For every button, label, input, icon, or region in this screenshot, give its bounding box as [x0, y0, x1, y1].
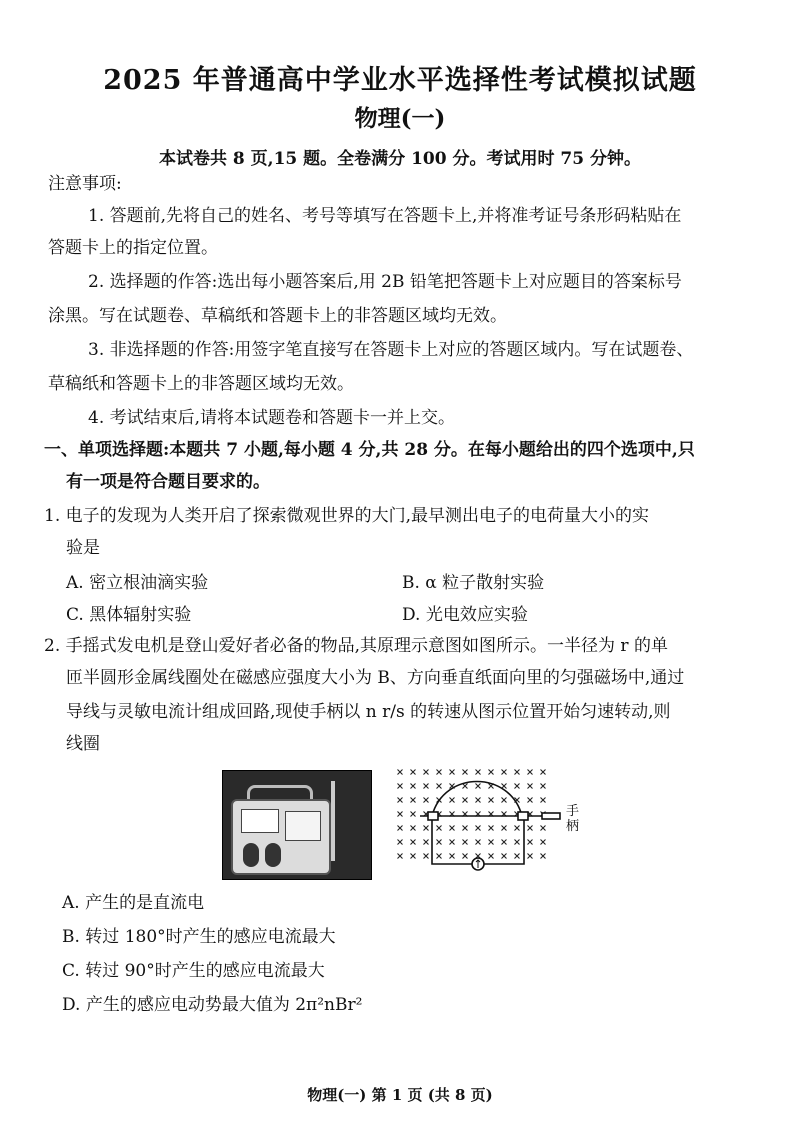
schematic-svg [392, 764, 572, 876]
field-cross [541, 798, 546, 803]
field-cross [541, 826, 546, 831]
field-cross [463, 798, 468, 803]
field-cross [463, 826, 468, 831]
q2-option-d: D. 产生的感应电动势最大值为 2π²nBr² [62, 995, 363, 1015]
q2-stem-cont-1: 匝半圆形金属线圈处在磁感应强度大小为 B、方向垂直纸面向里的匀强磁场中,通过 [66, 668, 685, 688]
field-cross [411, 826, 416, 831]
antenna [331, 781, 335, 861]
field-cross [411, 798, 416, 803]
field-cross [541, 840, 546, 845]
q1-option-a: A. 密立根油滴实验 [66, 573, 209, 593]
exam-title: 2025 年普通高中学业水平选择性考试模拟试题 [103, 65, 697, 96]
field-cross [450, 798, 455, 803]
field-cross [541, 854, 546, 859]
field-cross [450, 770, 455, 775]
crank-handle [542, 813, 560, 819]
field-cross [450, 826, 455, 831]
field-cross [502, 826, 507, 831]
field-cross [398, 770, 403, 775]
meter-display [241, 809, 279, 833]
bearing-left [428, 812, 438, 820]
bearing-right [518, 812, 528, 820]
field-cross [424, 840, 429, 845]
field-cross [528, 840, 533, 845]
field-cross [515, 854, 520, 859]
field-cross [541, 784, 546, 789]
field-cross [476, 784, 481, 789]
q1-option-d: D. 光电效应实验 [402, 605, 528, 625]
field-cross [476, 840, 481, 845]
field-cross [411, 854, 416, 859]
field-cross [489, 770, 494, 775]
field-cross [476, 798, 481, 803]
field-cross [463, 854, 468, 859]
notice-item-3-cont: 草稿纸和答题卡上的非答题区域均无效。 [48, 374, 354, 394]
field-cross [502, 840, 507, 845]
field-cross [437, 770, 442, 775]
field-cross [489, 798, 494, 803]
q2-stem-cont-3: 线圈 [66, 734, 100, 754]
field-cross [398, 784, 403, 789]
field-cross [476, 826, 481, 831]
field-cross [476, 770, 481, 775]
socket-panel [285, 811, 321, 841]
field-cross [528, 784, 533, 789]
exam-subtitle: 物理(一) [354, 105, 446, 132]
section-1-heading-cont: 有一项是符合题目要求的。 [66, 472, 270, 492]
field-cross [424, 784, 429, 789]
q2-option-a: A. 产生的是直流电 [62, 893, 205, 913]
field-cross [437, 854, 442, 859]
notice-item-2-cont: 涂黑。写在试题卷、草稿纸和答题卡上的非答题区域均无效。 [48, 306, 507, 326]
field-cross [398, 840, 403, 845]
q2-stem: 2. 手摇式发电机是登山爱好者必备的物品,其原理示意图如图所示。一半径为 r 的单 [44, 636, 668, 656]
field-cross [411, 784, 416, 789]
generator-schematic [392, 764, 580, 880]
field-cross [463, 770, 468, 775]
handle-label: 手柄 [566, 804, 580, 834]
notice-item-2: 2. 选择题的作答:选出每小题答案后,用 2B 铅笔把答题卡上对应题目的答案标号 [88, 272, 682, 292]
field-cross [450, 854, 455, 859]
field-cross [424, 826, 429, 831]
notice-item-1-cont: 答题卡上的指定位置。 [48, 238, 218, 258]
section-1-heading: 一、单项选择题:本题共 7 小题,每小题 4 分,共 28 分。在每小题给出的四个选项中,只 [44, 440, 695, 460]
field-cross [398, 826, 403, 831]
field-cross [437, 826, 442, 831]
field-cross [398, 812, 403, 817]
field-cross [515, 840, 520, 845]
q1-option-b: B. α 粒子散射实验 [402, 573, 545, 593]
q2-option-b: B. 转过 180°时产生的感应电流最大 [62, 927, 336, 947]
field-cross [489, 854, 494, 859]
notice-item-1: 1. 答题前,先将自己的姓名、考号等填写在答题卡上,并将准考证号条形码粘贴在 [88, 206, 682, 226]
field-cross [528, 770, 533, 775]
field-cross [398, 854, 403, 859]
field-cross [515, 784, 520, 789]
page-footer: 物理(一) 第 1 页 (共 8 页) [307, 1086, 493, 1104]
notice-item-3: 3. 非选择题的作答:用签字笔直接写在答题卡上对应的答题区域内。写在试题卷、 [88, 340, 694, 360]
field-cross [450, 840, 455, 845]
field-cross [424, 854, 429, 859]
q1-option-c: C. 黑体辐射实验 [66, 605, 192, 625]
field-cross [463, 784, 468, 789]
field-cross [502, 798, 507, 803]
knob-left [243, 843, 259, 867]
q1-stem: 1. 电子的发现为人类开启了探索微观世界的大门,最早测出电子的电荷量大小的实 [44, 506, 650, 526]
generator-photo [222, 770, 372, 880]
field-cross [437, 840, 442, 845]
field-cross [541, 770, 546, 775]
field-cross [437, 784, 442, 789]
knob-right [265, 843, 281, 867]
field-cross [411, 840, 416, 845]
field-cross [502, 770, 507, 775]
field-cross [502, 854, 507, 859]
generator-device [231, 799, 331, 875]
field-cross [411, 770, 416, 775]
field-cross [528, 798, 533, 803]
field-cross [463, 840, 468, 845]
field-cross [424, 798, 429, 803]
field-cross [398, 798, 403, 803]
field-cross [489, 826, 494, 831]
notice-item-4: 4. 考试结束后,请将本试题卷和答题卡一并上交。 [88, 408, 456, 428]
notice-heading: 注意事项: [48, 174, 122, 194]
field-cross [528, 826, 533, 831]
field-cross [411, 812, 416, 817]
exam-info: 本试卷共 8 页,15 题。全卷满分 100 分。考试用时 75 分钟。 [159, 149, 641, 169]
field-cross [528, 854, 533, 859]
field-cross [515, 826, 520, 831]
field-cross [424, 770, 429, 775]
field-cross [515, 770, 520, 775]
field-cross [489, 840, 494, 845]
q1-stem-cont: 验是 [66, 538, 100, 558]
q2-option-c: C. 转过 90°时产生的感应电流最大 [62, 961, 325, 981]
q2-stem-cont-2: 导线与灵敏电流计组成回路,现使手柄以 n r/s 的转速从图示位置开始匀速转动,则 [66, 702, 671, 722]
